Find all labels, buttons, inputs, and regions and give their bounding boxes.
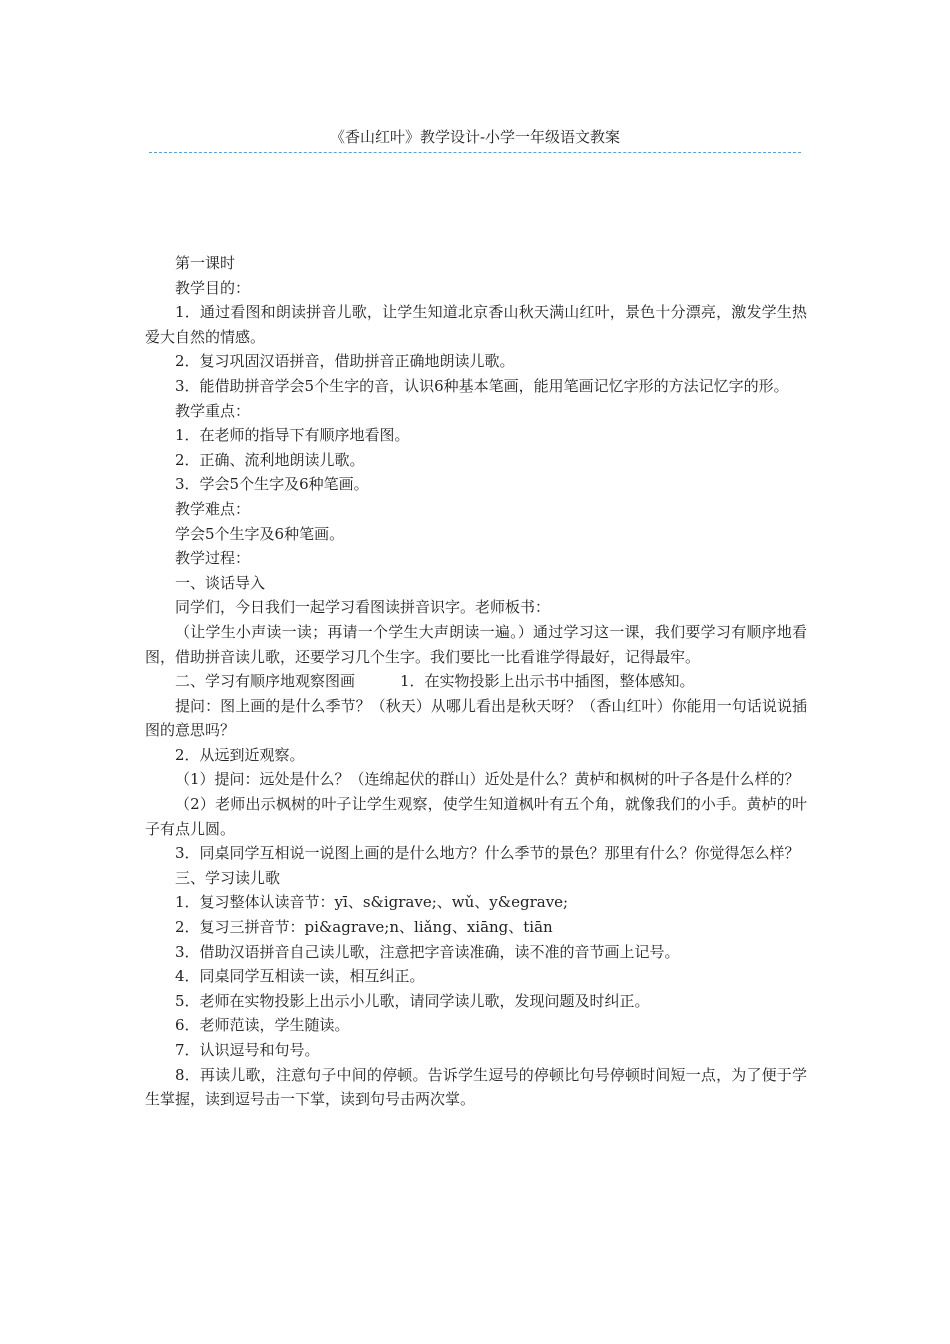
paragraph: 第一课时 bbox=[175, 254, 236, 272]
paragraph: 教学难点： bbox=[175, 499, 251, 518]
paragraph: 学会5个生字及6种笔画。 bbox=[175, 524, 345, 543]
paragraph: 1．在老师的指导下有顺序地看图。 bbox=[175, 426, 410, 445]
paragraph: 3．能借助拼音学会5个生字的音，认识6种基本笔画，能用笔画记忆字形的方法记忆字的形。 bbox=[175, 376, 789, 395]
paragraph: 3．学会5个生字及6种笔画。 bbox=[175, 475, 369, 494]
paragraph: 2．复习三拼音节：pi&agrave;n、liǎng、xiāng、tiān bbox=[175, 918, 553, 937]
document-title: 《香山红叶》教学设计-小学一年级语文教案 bbox=[329, 128, 621, 146]
paragraph: 2．复习巩固汉语拼音，借助拼音正确地朗读儿歌。 bbox=[175, 352, 515, 371]
paragraph: （1）提问：远处是什么？（连绵起伏的群山）近处是什么？黄栌和枫树的叶子各是什么样的？ bbox=[175, 770, 800, 789]
paragraph: 4．同桌同学互相读一读，相互纠正。 bbox=[175, 967, 425, 986]
paragraph: 8．再读儿歌，注意句子中间的停顿。告诉学生逗号的停顿比句号停顿时间短一点，为了便于学生掌握，读到逗号击一下掌，读到句号击两次掌。 bbox=[145, 1065, 807, 1109]
paragraph: 3．同桌同学互相说一说图上画的是什么地方？什么季节的景色？那里有什么？你觉得怎么样？ bbox=[175, 844, 800, 863]
document-header bbox=[0, 126, 950, 153]
document-body bbox=[145, 251, 807, 1112]
paragraph: 1．复习整体认读音节：yī、s&igrave;、wǔ、y&egrave; bbox=[175, 893, 569, 912]
paragraph: 1．通过看图和朗读拼音儿歌，让学生知道北京香山秋天满山红叶，景色十分漂亮，激发学生热爱大自然的情感。 bbox=[145, 303, 807, 346]
paragraph: 6．老师范读，学生随读。 bbox=[175, 1016, 350, 1035]
title-divider bbox=[149, 152, 801, 153]
paragraph: 教学目的： bbox=[175, 278, 251, 297]
paragraph: （让学生小声读一读；再请一个学生大声朗读一遍。）通过学习这一课，我们要学习有顺序地看图，借助拼音读儿歌，还要学习几个生字。我们要比一比看谁学得最好，记得最牢。 bbox=[145, 622, 807, 666]
paragraph: 2．正确、流利地朗读儿歌。 bbox=[175, 450, 365, 469]
paragraph: 一、谈话导入 bbox=[175, 573, 266, 592]
paragraph: 教学重点： bbox=[175, 401, 251, 420]
paragraph: （2）老师出示枫树的叶子让学生观察，使学生知道枫叶有五个角，就像我们的小手。黄栌的叶子有点儿圆。 bbox=[145, 795, 807, 838]
paragraph: 7．认识逗号和句号。 bbox=[175, 1041, 320, 1059]
paragraph: 5．老师在实物投影上出示小儿歌，请同学读儿歌，发现问题及时纠正。 bbox=[175, 991, 650, 1010]
paragraph: 3．借助汉语拼音自己读儿歌，注意把字音读准确，读不准的音节画上记号。 bbox=[175, 942, 680, 961]
paragraph: 三、学习读儿歌 bbox=[175, 868, 281, 887]
paragraph: 同学们，今日我们一起学习看图读拼音识字。老师板书： bbox=[175, 598, 551, 617]
paragraph: 教学过程： bbox=[175, 549, 251, 568]
paragraph: 2．从远到近观察。 bbox=[175, 745, 305, 764]
paragraph: 提问：图上画的是什么季节？（秋天）从哪儿看出是秋天呀？（香山红叶）你能用一句话说说插图的意思吗？ bbox=[145, 696, 807, 740]
paragraph: 二、学习有顺序地观察图画 1．在实物投影上出示书中插图，整体感知。 bbox=[175, 672, 695, 691]
